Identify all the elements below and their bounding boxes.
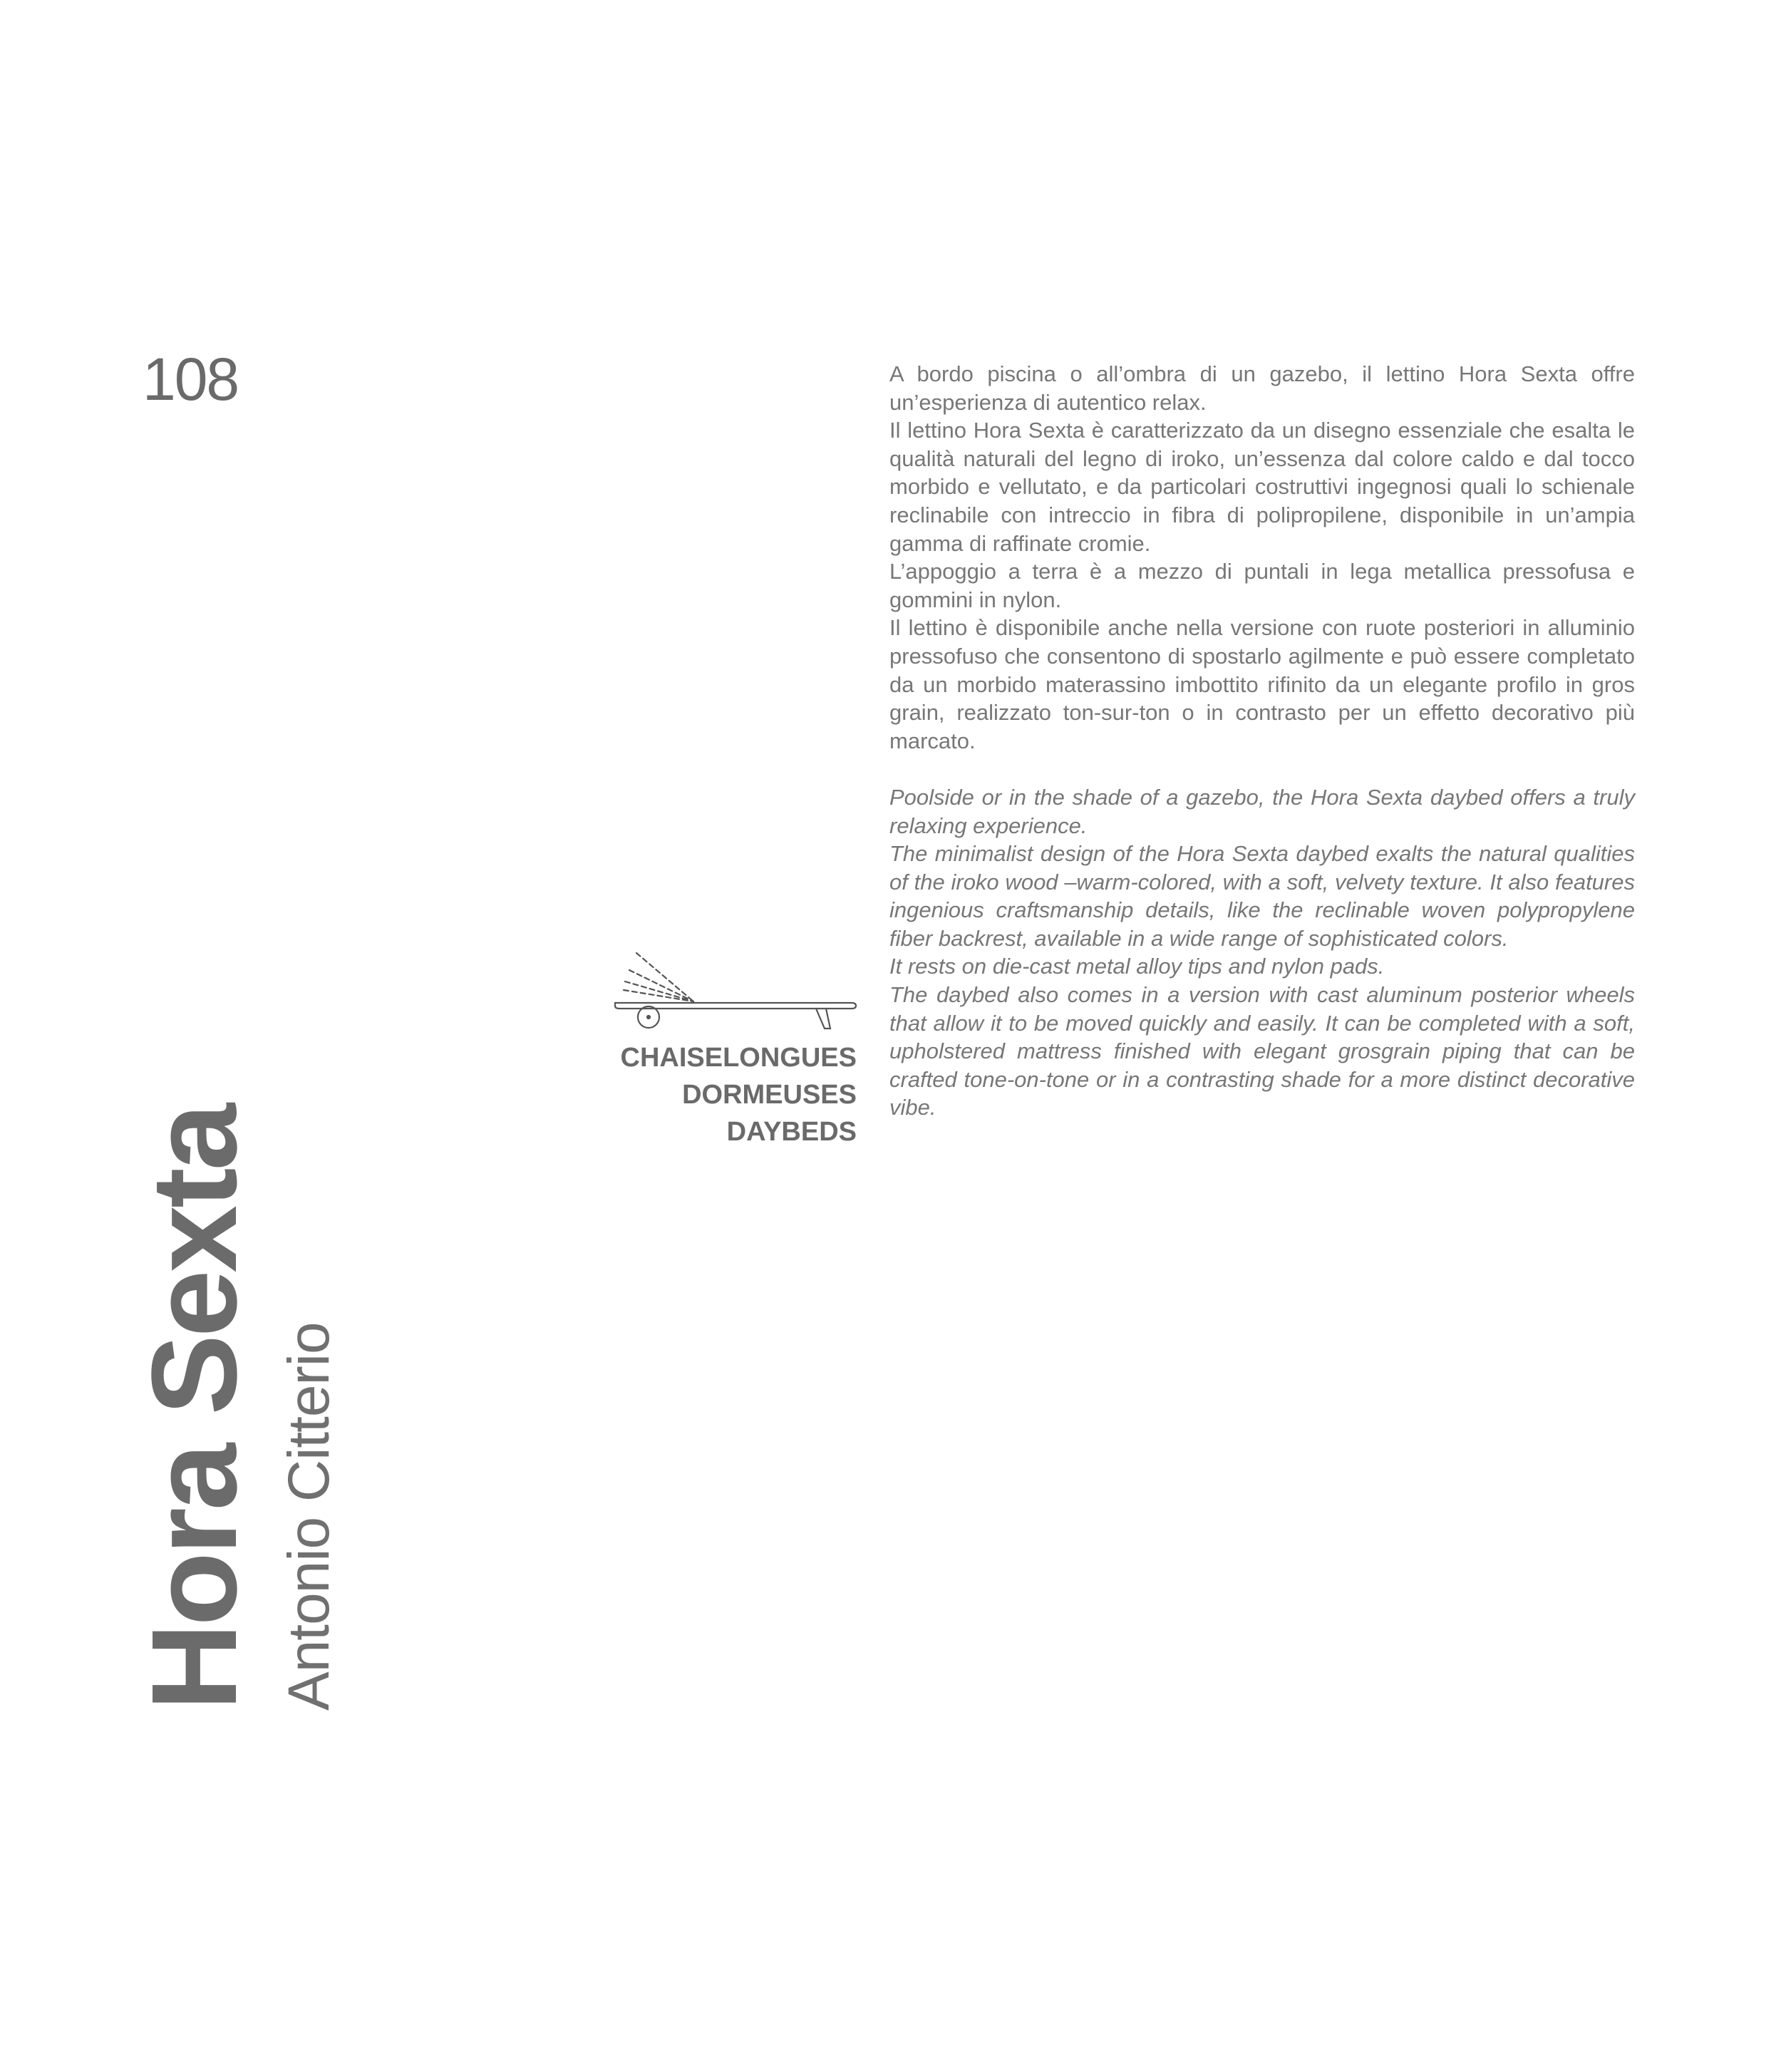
paragraph-it: Il lettino è disponibile anche nella versione con ruote posteriori in alluminio pressofuso che consentono di spostarlo agilmente e può essere completato da un morbido materassino imbottito rifinito da un elegante profilo in gros grain, realizzato ton-sur-ton o in contrasto per un effetto decorativo più marcato. [889, 615, 1635, 753]
page-number: 108 [143, 346, 239, 413]
paragraph-en: Poolside or in the shade of a gazebo, the Hora Sexta daybed offers a truly relaxing experience. [889, 784, 1635, 838]
paragraph-it: A bordo piscina o all’ombra di un gazebo, il lettino Hora Sexta offre un’esperienza di autentico relax. [889, 361, 1635, 415]
product-heading [127, 1083, 348, 1711]
designer-name: Antonio Citterio [277, 1322, 341, 1711]
description-italian [889, 360, 1635, 755]
daybed-leg [816, 1009, 830, 1029]
paragraph-en: The minimalist design of the Hora Sexta daybed exalts the natural qualities of the iroko wood –warm-colored, with a soft, velvety texture. It also features ingenious craftsmanship details, like the reclinable woven polypropylene fiber backrest, available in a wide range of sophisticated colors. [889, 841, 1635, 951]
description-english [889, 783, 1635, 1122]
category-item: DORMEUSES [682, 1080, 857, 1110]
daybed-icon [609, 944, 859, 1037]
category-item: DAYBEDS [726, 1117, 857, 1147]
daybed-frame [615, 1003, 856, 1009]
paragraph-en: The daybed also comes in a version with cast aluminum posterior wheels that allow it to be moved quickly and easily. It can be completed with a soft, upholstered mattress finished with elegant grosgrain piping that can be crafted tone-on-tone or in a contrasting shade for a more distinct decorative vibe. [889, 982, 1635, 1120]
category-item: CHAISELONGUES [620, 1043, 857, 1073]
paragraph-it: Il lettino Hora Sexta è caratterizzato da un disegno essenziale che esalta le qualità naturali del legno di iroko, un’essenza dal colore caldo e dal tocco morbido e vellutato, e da particolari costruttivi ingegnosi quali lo schienale reclinabile con intreccio in fibra di polipropilene, disponibile in un’ampia gamma di raffinate cromie. [889, 418, 1635, 556]
category-list [570, 1039, 857, 1150]
product-title: Hora Sexta [127, 1105, 262, 1711]
paragraph-it: L’appoggio a terra è a mezzo di puntali in lega metallica pressofusa e gommini in nylon. [889, 559, 1635, 612]
daybed-wheel-hub [647, 1016, 650, 1019]
paragraph-en: It rests on die-cast metal alloy tips and nylon pads. [889, 954, 1385, 979]
description-column [889, 360, 1635, 1122]
